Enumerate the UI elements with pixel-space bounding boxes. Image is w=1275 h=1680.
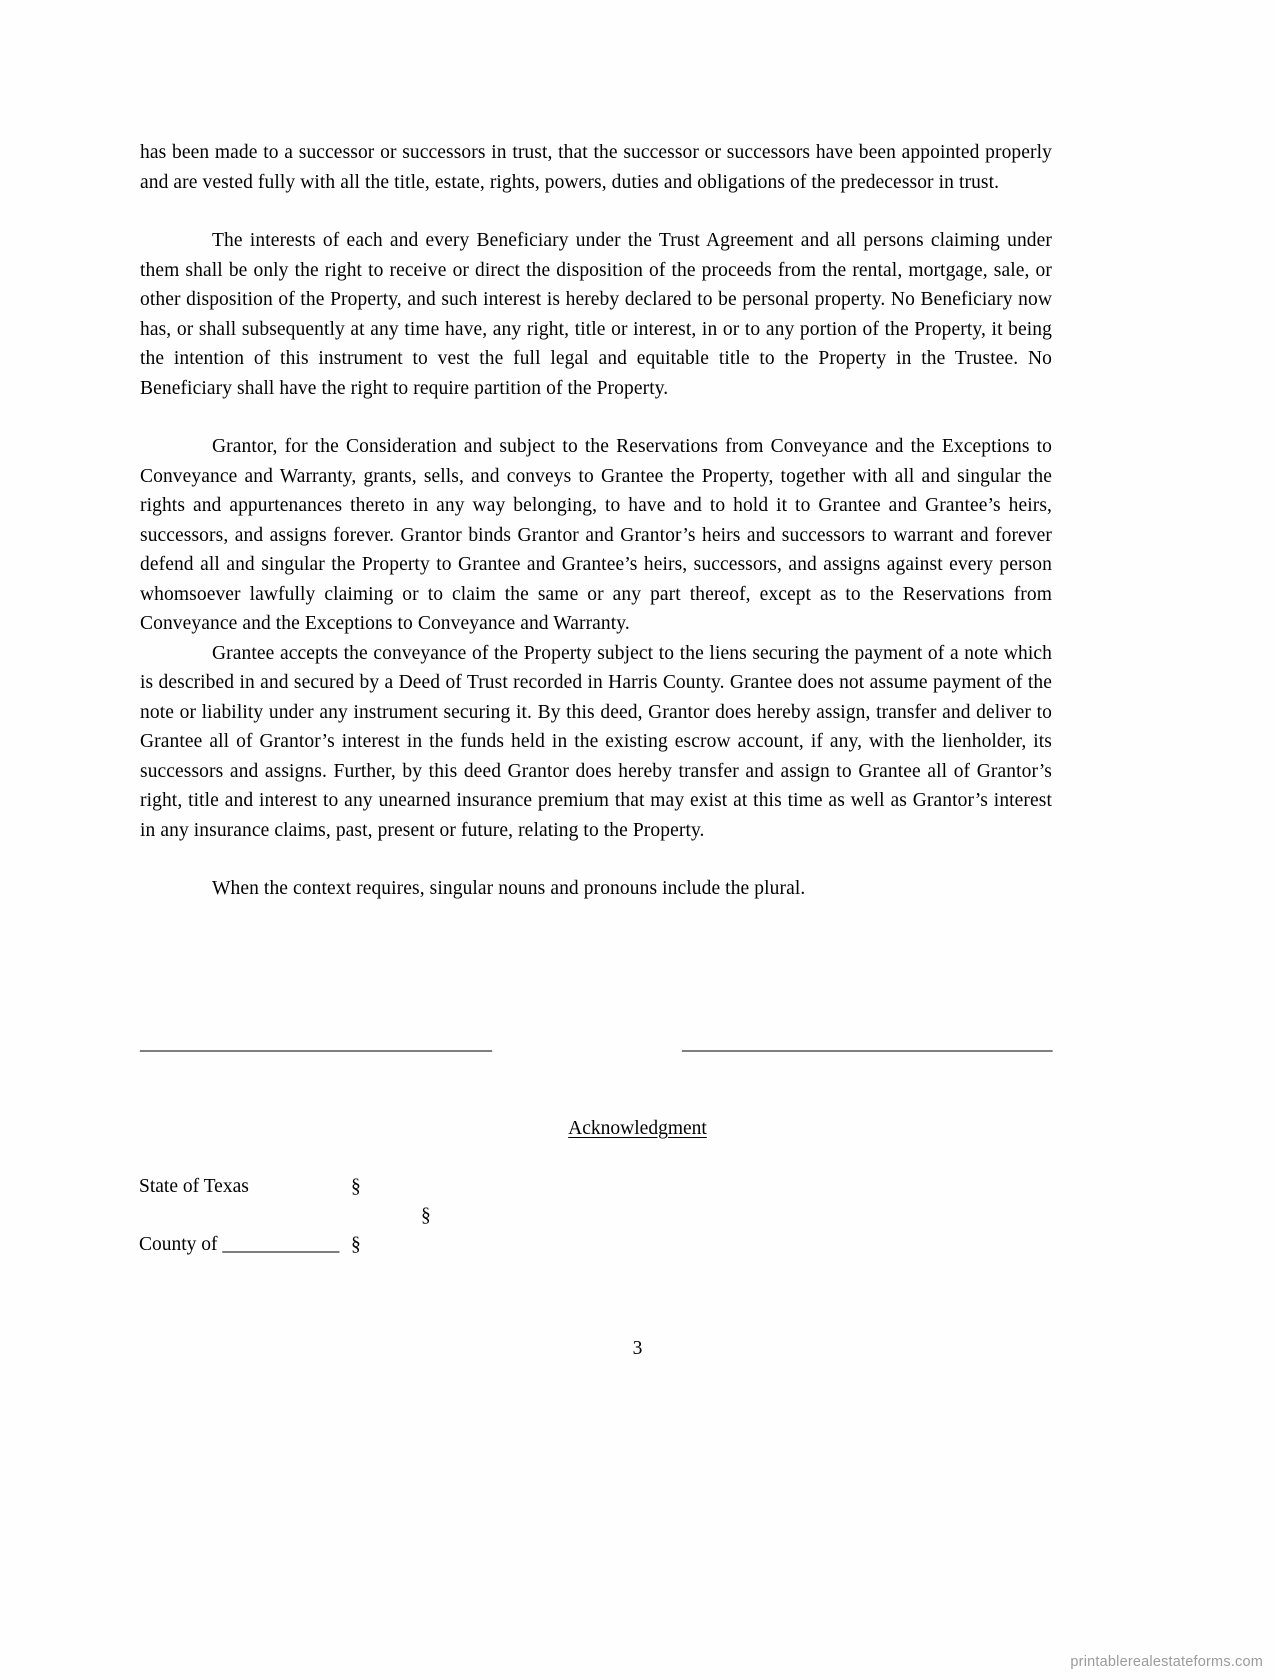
paragraph-spacer [140,845,1052,874]
paragraph-continuation: has been made to a successor or successors in trust, that the successor or successors have been appointed properly and are vested fully with all the title, estate, rights, powers, duties and obligations of the predecessor in trust. [140,142,1052,193]
document-body [140,138,1052,904]
paragraph-spacer [140,403,1052,432]
county-label: County of ____________ [139,1234,340,1255]
paragraph-plural-context: When the context requires, singular nouns and pronouns include the plural. [212,878,806,899]
acknowledgment-heading [0,1118,1275,1140]
signature-line-left: ______________________________________ [140,1033,492,1054]
state-label: State of Texas [139,1176,249,1197]
paragraph-beneficiary-interests: The interests of each and every Beneficiary under the Trust Agreement and all persons claiming under them shall be only the right to receive or direct the disposition of the proceeds from the rental, mortgage, sale, or other disposition of the Property, and such interest is hereby declared to be personal property. No Beneficiary now has, or shall subsequently at any time have, any right, title or interest, in or to any portion of the Property, it being the intention of this instrument to vest the full legal and equitable title to the Property in the Trustee. No Beneficiary shall have the right to require partition of the Property. [140,230,1052,399]
signature-lines [140,1032,1052,1056]
state-section-symbol: § [351,1176,361,1197]
watermark: printablerealestateforms.com [1070,1654,1263,1670]
paragraph-granting-clause: Grantor, for the Consideration and subject to the Reservations from Conveyance and the Exceptions to Conveyance and Warranty, grants, sells, and conveys to Grantee the Property, together with all and singular the rights and appurtenances thereto in any way belonging, to have and to hold it to Grantee and Grantee’s heirs, successors, and assigns forever. Grantor binds Grantor and Grantor’s heirs and successors to warrant and forever defend all and singular the Property to Grantee and Grantee’s heirs, successors, and assigns against every person whomsoever lawfully claiming or to claim the same or any part thereof, except as to the Reservations from Conveyance and the Exceptions to Conveyance and Warranty. [140,436,1052,634]
middle-section-symbol: § [421,1205,431,1226]
page-number: 3 [632,1338,643,1359]
signature-line-right: ________________________________________ [682,1033,1052,1054]
county-section-symbol: § [351,1234,361,1255]
paragraph-grantee-acceptance: Grantee accepts the conveyance of the Property subject to the liens securing the payment of a note which is described in and secured by a Deed of Trust recorded in Harris County. Grantee does not assume payment of the note or liability under any instrument securing it. By this deed, Grantor does hereby assign, transfer and deliver to Grantee all of Grantor’s interest in the funds held in the existing escrow account, if any, with the lienholder, its successors and assigns. Further, by this deed Grantor does hereby transfer and assign to Grantee all of Grantor’s right, title and interest to any unearned insurance premium that may exist at this time as well as Grantor’s interest in any insurance claims, past, present or future, relating to the Property. [140,642,1052,841]
state-county-block [139,1172,639,1259]
middle-section-row [139,1201,639,1230]
paragraph-spacer [140,197,1052,226]
county-row [139,1230,639,1259]
state-row [139,1172,639,1201]
acknowledgment-heading-text: Acknowledgment [568,1118,707,1139]
